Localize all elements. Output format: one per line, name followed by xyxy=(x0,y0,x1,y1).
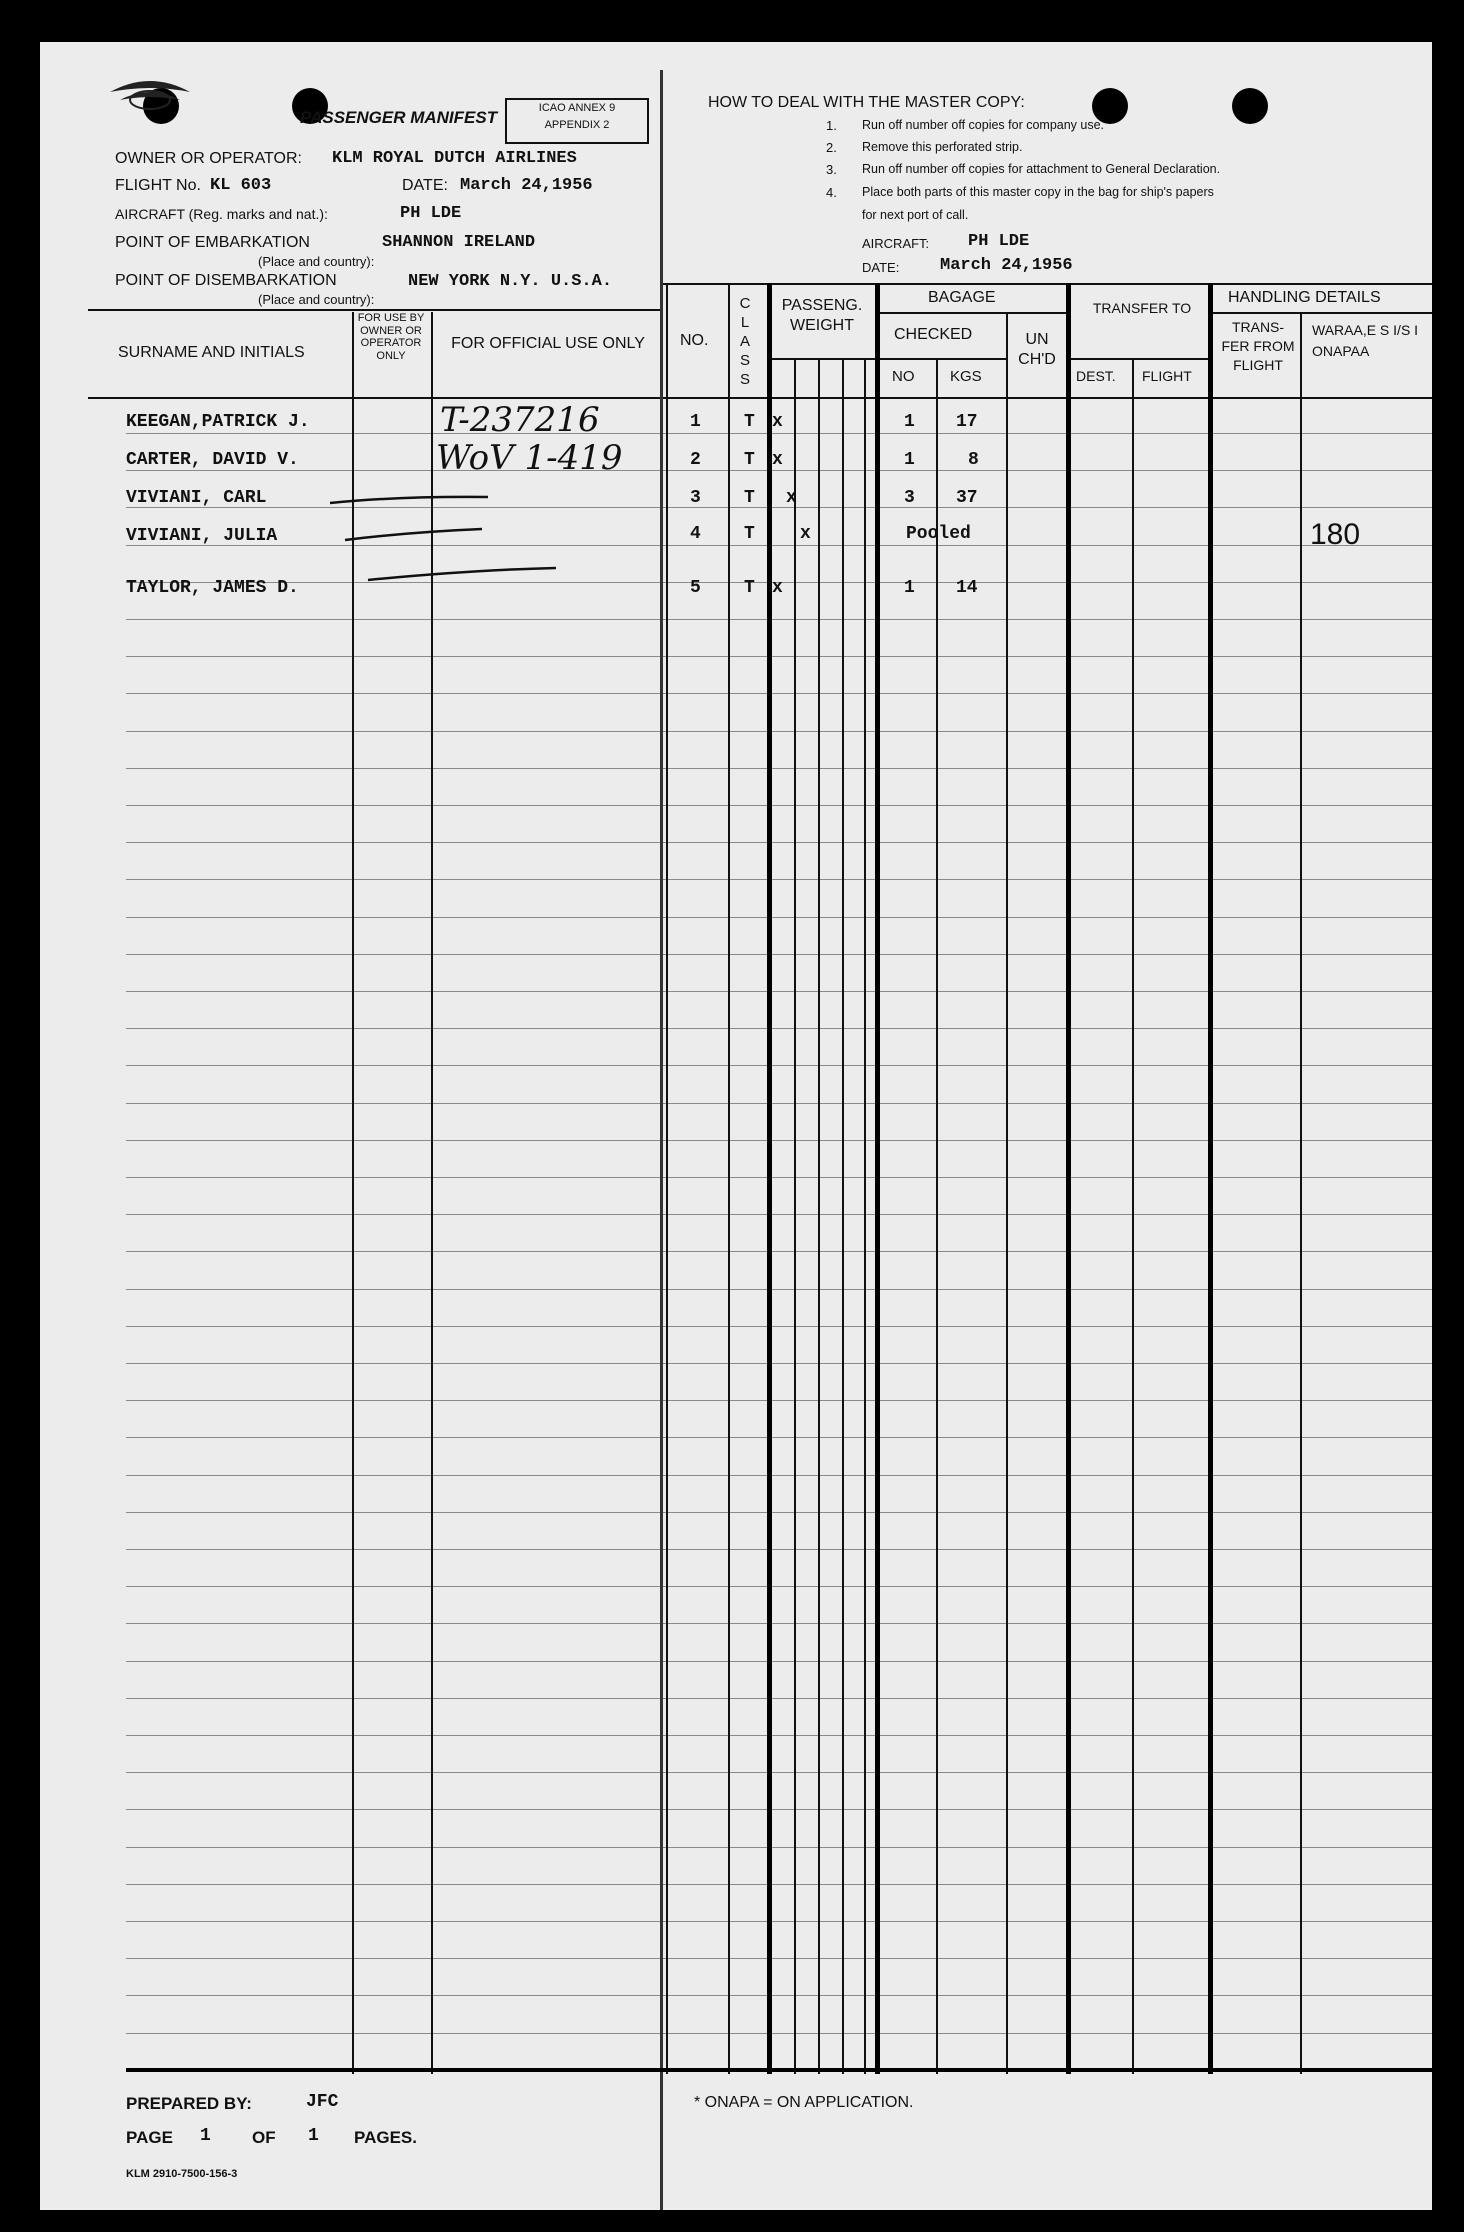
col-no: NO. xyxy=(680,332,709,349)
passenger-name: KEEGAN,PATRICK J. xyxy=(126,412,310,432)
passenger-handling: 180 xyxy=(1310,518,1361,551)
embark-label: POINT OF EMBARKATION xyxy=(115,234,310,251)
passenger-no: 3 xyxy=(690,488,701,508)
pages-label: PAGES. xyxy=(354,2128,417,2147)
col-waraa: WARAA,E S I/S I ONAPAA xyxy=(1312,322,1419,359)
instruction-num: 1. xyxy=(826,118,837,133)
col-transfer: TRANSFER TO xyxy=(1092,300,1192,316)
passenger-bag-no: 1 xyxy=(904,412,915,432)
passenger-mark: x xyxy=(786,488,797,508)
ruled-line xyxy=(126,2033,1432,2034)
col-flight: FLIGHT xyxy=(1142,368,1192,384)
passenger-official-entry: WoV 1-419 xyxy=(436,438,623,478)
instructions-date-value: March 24,1956 xyxy=(940,256,1073,275)
ruled-line xyxy=(126,1698,1432,1699)
col-surname: SURNAME AND INITIALS xyxy=(118,344,305,361)
table-bottom-rule xyxy=(126,2068,1432,2072)
ruled-line xyxy=(126,1661,1432,1662)
passenger-class: T xyxy=(744,578,755,598)
ruled-line xyxy=(126,991,1432,992)
passenger-bag-kgs: 14 xyxy=(956,578,978,598)
ruled-line xyxy=(126,1884,1432,1885)
form-title: PASSENGER MANIFEST xyxy=(300,108,498,127)
instruction-num: 2. xyxy=(826,140,837,155)
col-checked-no: NO xyxy=(892,368,915,385)
passenger-name: VIVIANI, JULIA xyxy=(126,526,278,546)
passenger-bag-no: 1 xyxy=(904,450,915,470)
passenger-name: TAYLOR, JAMES D. xyxy=(126,578,299,598)
disembark-sub: (Place and country): xyxy=(258,292,375,307)
page-label: PAGE xyxy=(126,2128,173,2147)
passenger-no: 2 xyxy=(690,450,701,470)
passenger-bag-no: Pooled xyxy=(906,524,971,544)
col-for-use-by: FOR USE BY OWNER OR OPERATOR ONLY xyxy=(357,312,425,362)
aircraft-label: AIRCRAFT (Reg. marks and nat.): xyxy=(115,206,328,222)
col-checked: CHECKED xyxy=(894,326,973,343)
of-value: 1 xyxy=(308,2126,319,2146)
col-official: FOR OFFICIAL USE ONLY xyxy=(451,335,645,352)
ruled-line xyxy=(126,1363,1432,1364)
ruled-line xyxy=(126,1958,1432,1959)
ruled-line xyxy=(126,1475,1432,1476)
passenger-bag-kgs: 17 xyxy=(956,412,978,432)
col-weight: PASSENG. WEIGHT xyxy=(781,297,863,334)
embark-sub: (Place and country): xyxy=(258,254,375,269)
strike-line xyxy=(368,568,556,580)
ruled-line xyxy=(126,731,1432,732)
of-label: OF xyxy=(252,2128,276,2147)
ruled-line xyxy=(126,1251,1432,1252)
flight-value: KL 603 xyxy=(210,176,272,195)
icao-ref-line1: ICAO ANNEX 9 xyxy=(538,102,616,114)
ruled-line xyxy=(126,1437,1432,1438)
passenger-no: 1 xyxy=(690,412,701,432)
passenger-mark: x xyxy=(800,524,811,544)
passenger-bag-kgs: 8 xyxy=(968,450,979,470)
ruled-line xyxy=(126,1326,1432,1327)
col-class: CLASS xyxy=(739,295,751,388)
instruction-num: 4. xyxy=(826,185,837,200)
instruction-num: 3. xyxy=(826,162,837,177)
instruction-text: Run off number off copies for attachment to General Declaration. xyxy=(862,162,1221,176)
passenger-mark: x xyxy=(772,578,783,598)
passenger-name: VIVIANI, CARL xyxy=(126,488,267,508)
strike-lines xyxy=(0,0,1464,700)
prepared-value: JFC xyxy=(306,2092,339,2112)
instructions-aircraft-value: PH LDE xyxy=(968,232,1030,251)
passenger-no: 4 xyxy=(690,524,701,544)
instruction-text: Remove this perforated strip. xyxy=(862,140,1023,154)
ruled-line xyxy=(126,1549,1432,1550)
passenger-bag-no: 3 xyxy=(904,488,915,508)
col-handling: HANDLING DETAILS xyxy=(1228,289,1381,306)
prepared-label: PREPARED BY: xyxy=(126,2094,252,2113)
instructions-date-label: DATE: xyxy=(862,260,900,275)
ruled-line xyxy=(126,1995,1432,1996)
ruled-line xyxy=(126,1140,1432,1141)
ruled-line xyxy=(126,879,1432,880)
page-value: 1 xyxy=(200,2126,211,2146)
form-code: KLM 2910-7500-156-3 xyxy=(126,2168,238,2180)
col-dest: DEST. xyxy=(1076,368,1116,384)
icao-ref-line2: APPENDIX 2 xyxy=(544,119,610,131)
passenger-official-entry: T-237216 xyxy=(440,400,600,440)
ruled-line xyxy=(126,805,1432,806)
passenger-bag-kgs: 37 xyxy=(956,488,978,508)
passenger-name: CARTER, DAVID V. xyxy=(126,450,299,470)
ruled-line xyxy=(126,1921,1432,1922)
passenger-bag-no: 1 xyxy=(904,578,915,598)
disembark-label: POINT OF DISEMBARKATION xyxy=(115,272,337,289)
passenger-class: T xyxy=(744,450,755,470)
instruction-text: Place both parts of this master copy in the bag for ship's papers xyxy=(862,185,1214,199)
ruled-line xyxy=(126,1028,1432,1029)
passenger-class: T xyxy=(744,412,755,432)
passenger-mark: x xyxy=(772,412,783,432)
ruled-line xyxy=(126,954,1432,955)
instructions-aircraft-label: AIRCRAFT: xyxy=(862,236,930,251)
passenger-class: T xyxy=(744,488,755,508)
embark-value: SHANNON IRELAND xyxy=(382,233,536,252)
ruled-line xyxy=(126,768,1432,769)
owner-value: KLM ROYAL DUTCH AIRLINES xyxy=(332,149,577,168)
aircraft-value: PH LDE xyxy=(400,204,462,223)
ruled-line xyxy=(126,1809,1432,1810)
strike-line xyxy=(330,497,488,503)
date-value: March 24,1956 xyxy=(460,176,593,195)
ruled-line xyxy=(126,1735,1432,1736)
passenger-no: 5 xyxy=(690,578,701,598)
col-checked-kgs: KGS xyxy=(950,368,982,385)
ruled-line xyxy=(126,1400,1432,1401)
instruction-text: for next port of call. xyxy=(862,208,969,222)
owner-label: OWNER OR OPERATOR: xyxy=(115,150,302,167)
disembark-value: NEW YORK N.Y. U.S.A. xyxy=(408,272,613,291)
ruled-line xyxy=(126,1214,1432,1215)
ruled-line xyxy=(126,1847,1432,1848)
ruled-line xyxy=(126,1772,1432,1773)
col-unchd: UN CH'D xyxy=(1018,331,1056,368)
ruled-line xyxy=(126,1065,1432,1066)
instruction-text: Run off number off copies for company use. xyxy=(862,118,1105,132)
col-baggage: BAGAGE xyxy=(928,289,996,306)
passenger-class: T xyxy=(744,524,755,544)
ruled-line xyxy=(126,1177,1432,1178)
ruled-line xyxy=(126,1623,1432,1624)
ruled-line xyxy=(126,1512,1432,1513)
passenger-mark: x xyxy=(772,450,783,470)
date-label: DATE: xyxy=(402,177,448,194)
strike-line xyxy=(345,529,482,540)
ruled-line xyxy=(126,1103,1432,1104)
col-transfer-from: TRANS- FER FROM FLIGHT xyxy=(1221,319,1295,373)
flight-label: FLIGHT No. xyxy=(115,177,201,194)
ruled-line xyxy=(126,1586,1432,1587)
instructions-title: HOW TO DEAL WITH THE MASTER COPY: xyxy=(708,94,1025,111)
ruled-line xyxy=(126,1289,1432,1290)
ruled-line xyxy=(126,842,1432,843)
onapa-note: * ONAPA = ON APPLICATION. xyxy=(694,2094,914,2111)
ruled-line xyxy=(126,917,1432,918)
